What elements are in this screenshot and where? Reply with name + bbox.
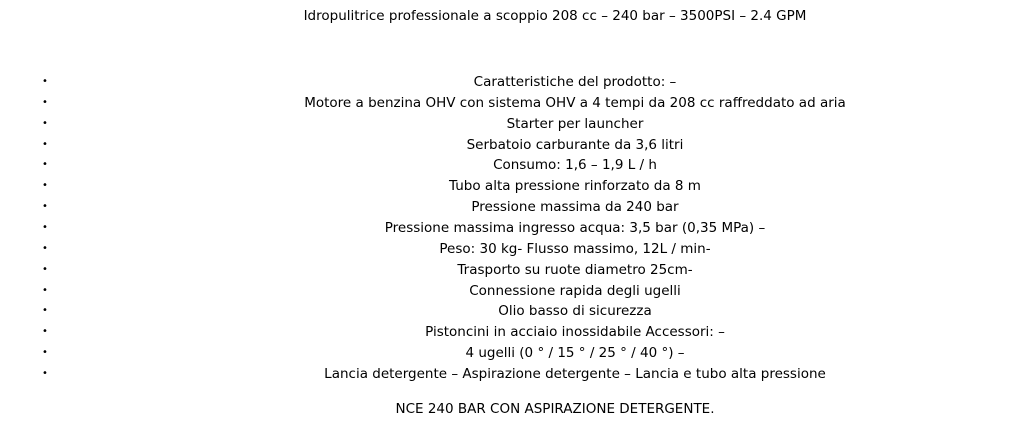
bullet: •: [42, 96, 48, 108]
feature-text: 4 ugelli (0 ° / 15 ° / 25 ° / 40 °) –: [465, 345, 685, 362]
feature-list: [0, 72, 1024, 385]
feature-text: Pressione massima da 240 bar: [471, 199, 679, 216]
feature-text: Pistoncini in acciaio inossidabile Accessori: –: [425, 324, 725, 341]
feature-text: Pressione massima ingresso acqua: 3,5 bar (0,35 MPa) –: [384, 220, 766, 237]
feature-text: Olio basso di sicurezza: [498, 303, 652, 320]
feature-text: Caratteristiche del prodotto: –: [473, 74, 677, 90]
feature-text: Trasporto su ruote diametro 25cm-: [457, 261, 693, 278]
list-item: [0, 239, 1024, 260]
bullet: •: [42, 138, 48, 150]
bullet: •: [42, 117, 48, 129]
feature-text: Consumo: 1,6 – 1,9 L / h: [493, 157, 657, 174]
footer-note: NCE 240 BAR CON ASPIRAZIONE DETERGENTE.: [395, 401, 715, 417]
feature-text: Serbatoio carburante da 3,6 litri: [466, 136, 684, 153]
feature-text: Starter per launcher: [506, 115, 644, 132]
list-item: [0, 260, 1024, 281]
list-item: [0, 114, 1024, 135]
bullet: •: [42, 159, 48, 171]
bullet: •: [42, 242, 48, 254]
feature-text: Lancia detergente – Aspirazione detergente – Lancia e tubo alta pressione: [324, 366, 826, 383]
bullet: •: [42, 284, 48, 296]
feature-text: Motore a benzina OHV con sistema OHV a 4 tempi da 208 cc raffreddato ad aria: [304, 94, 846, 111]
feature-text: Connessione rapida degli ugelli: [469, 282, 681, 299]
bullet: •: [42, 326, 48, 338]
bullet: •: [42, 222, 48, 234]
bullet: •: [42, 201, 48, 213]
feature-text: Peso: 30 kg- Flusso massimo, 12L / min-: [439, 240, 711, 257]
list-item: [0, 93, 1024, 114]
list-item: [0, 176, 1024, 197]
list-item: [0, 322, 1024, 343]
list-item: [0, 281, 1024, 302]
list-item: [0, 197, 1024, 218]
list-item: [0, 301, 1024, 322]
bullet: •: [42, 305, 48, 317]
bullet: •: [42, 180, 48, 192]
list-item: [0, 364, 1024, 385]
feature-text: Tubo alta pressione rinforzato da 8 m: [449, 178, 701, 195]
bullet: •: [42, 263, 48, 275]
list-item: [0, 72, 1024, 93]
list-item: [0, 218, 1024, 239]
bullet: •: [42, 368, 48, 380]
bullet: •: [42, 347, 48, 359]
bullet: •: [42, 76, 48, 87]
list-item: [0, 155, 1024, 176]
product-title: Idropulitrice professionale a scoppio 208 cc – 240 bar – 3500PSI – 2.4 GPM: [303, 8, 807, 24]
list-item: [0, 135, 1024, 156]
list-item: [0, 343, 1024, 364]
